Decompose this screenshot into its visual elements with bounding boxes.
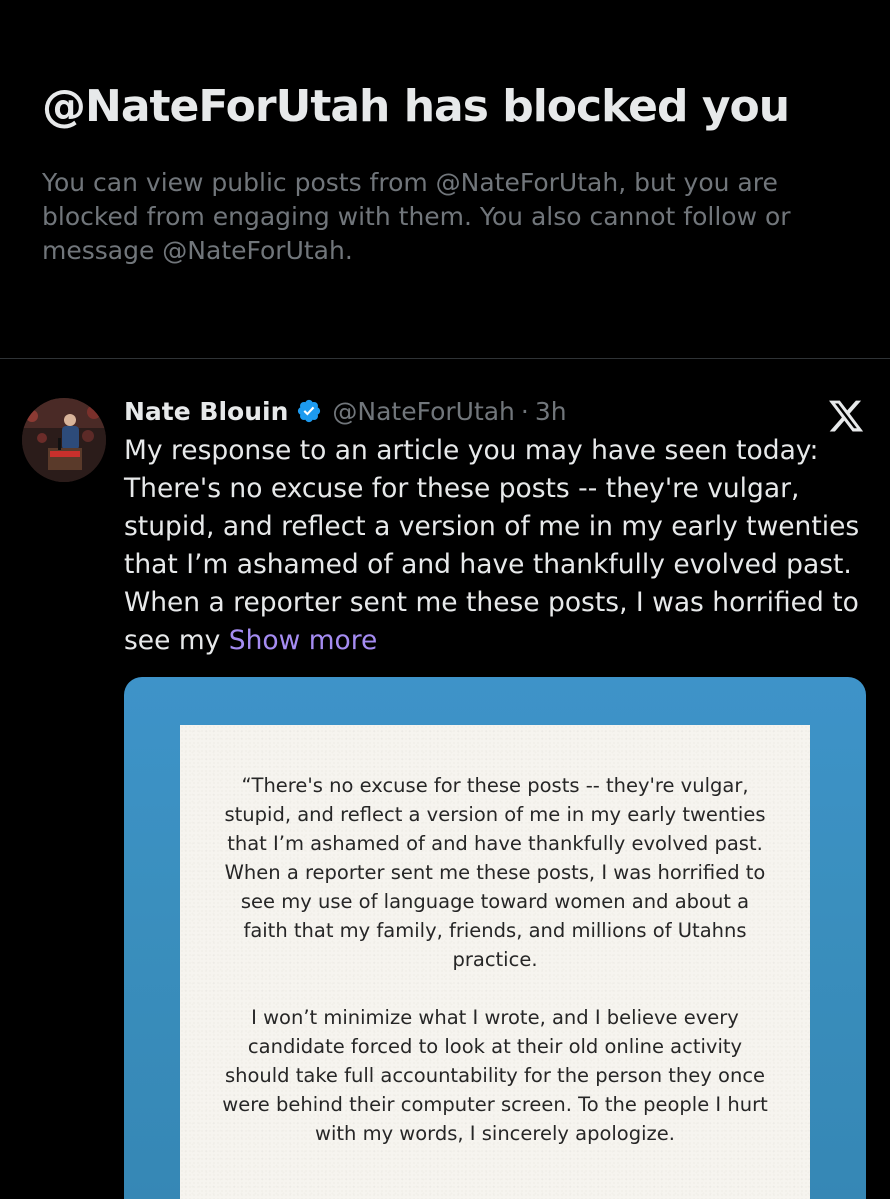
blocked-title: @NateForUtah has blocked you — [42, 81, 790, 132]
avatar[interactable] — [22, 398, 106, 482]
tweet-header — [124, 393, 567, 429]
statement-paragraph-2: I won’t minimize what I wrote, and I believe every candidate forced to look at their old online activity should take full accountability for the person they once were behind their computer screen. To the people I hurt with my words, I sincerely apologize. — [222, 1006, 768, 1145]
statement-paper — [180, 725, 810, 1199]
statement-text — [220, 771, 770, 1148]
show-more-link[interactable]: Show more — [228, 625, 378, 656]
author-name[interactable]: Nate Blouin — [124, 396, 289, 426]
separator-dot: · — [520, 396, 529, 426]
blocked-description: You can view public posts from @NateForUtah, but you are blocked from engaging with them. You also cannot follow or message @NateForUtah. — [42, 168, 791, 265]
verified-badge-icon — [296, 398, 322, 424]
author-handle[interactable]: @NateForUtah — [332, 396, 515, 426]
timestamp[interactable]: 3h — [534, 396, 567, 426]
statement-paragraph-1: “There's no excuse for these posts -- they're vulgar, stupid, and reflect a version of me in my early twenties that I’m ashamed of and have thankfully evolved past. When a reporter sent me these posts, I was horrified to see my use of language toward women and about a faith that my family, friends, and millions of Utahns practice. — [224, 774, 766, 971]
x-logo-icon — [826, 397, 866, 435]
divider — [0, 358, 890, 359]
tweet-media-image[interactable] — [124, 677, 866, 1199]
tweet-text — [124, 432, 879, 660]
tweet-text-content: My response to an article you may have seen today: There's no excuse for these posts -- they're vulgar, stupid, and reflect a version of me in my early twenties that I’m ashamed of and have thankfully evolved past. When a reporter sent me these posts, I was horrified to see my — [124, 435, 860, 656]
blocked-notice — [42, 78, 862, 268]
avatar-photo-icon — [22, 398, 106, 482]
